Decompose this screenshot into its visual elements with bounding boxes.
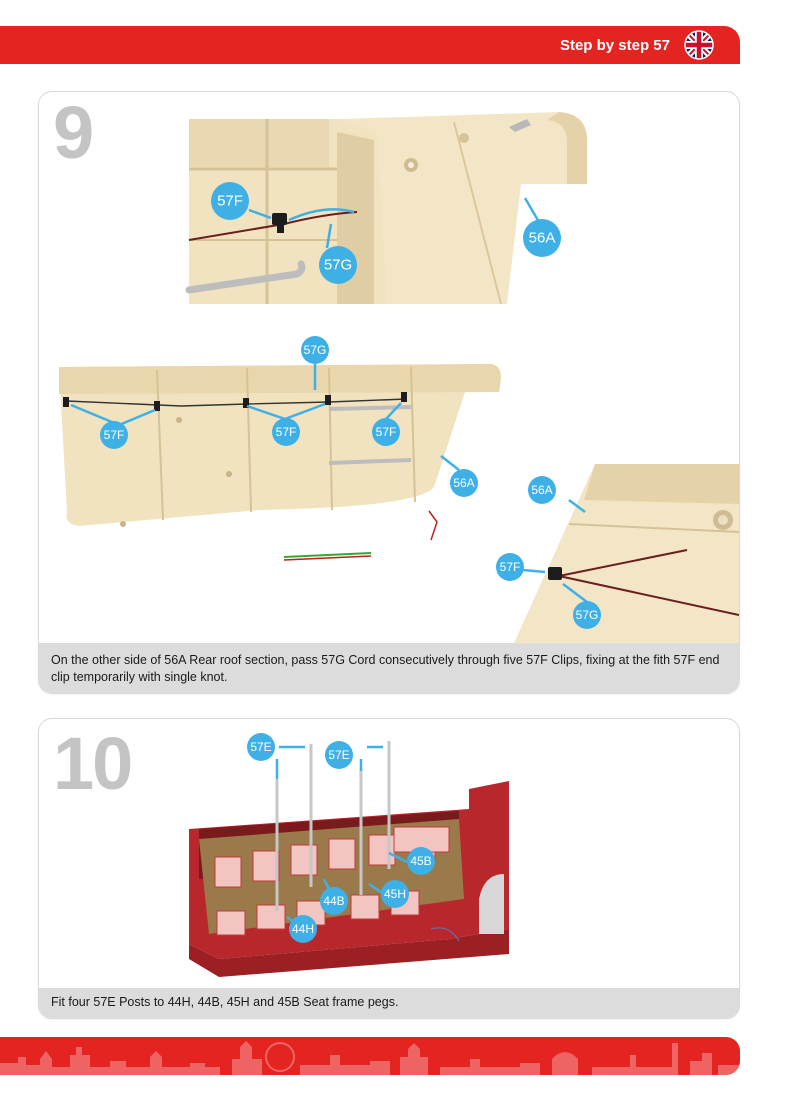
callout-56a-top xyxy=(523,219,561,257)
svg-text:57F: 57F xyxy=(375,425,397,439)
header-bar xyxy=(0,26,740,64)
svg-text:57F: 57F xyxy=(499,560,521,574)
page-title: Step by step 57 xyxy=(559,36,670,54)
london-skyline-icon xyxy=(0,1037,740,1075)
callout-44b xyxy=(320,887,348,915)
step-10-panel xyxy=(38,718,740,1019)
svg-text:57G: 57G xyxy=(575,608,599,622)
callout-57f-top xyxy=(211,182,249,220)
svg-text:56A: 56A xyxy=(453,476,475,490)
callout-57g-bottom xyxy=(573,601,601,629)
callout-44h xyxy=(289,915,317,943)
svg-text:57F: 57F xyxy=(103,428,125,442)
callout-57e-right xyxy=(325,741,353,769)
step-number: 9 xyxy=(53,91,93,174)
callout-57f-bottom xyxy=(496,553,524,581)
svg-text:44B: 44B xyxy=(323,894,345,908)
callout-57f-middle-1 xyxy=(100,421,128,449)
roof-closeup-top xyxy=(189,112,587,304)
callout-45h xyxy=(381,880,409,908)
roof-section-middle xyxy=(59,364,501,560)
svg-text:57G: 57G xyxy=(303,343,327,357)
bus-body-model xyxy=(189,781,509,977)
callout-56a-middle xyxy=(450,469,478,497)
svg-text:45H: 45H xyxy=(383,887,407,901)
callout-57g-middle xyxy=(301,336,329,364)
uk-flag-icon xyxy=(684,30,714,60)
svg-text:57F: 57F xyxy=(275,425,297,439)
callout-45b xyxy=(407,847,435,875)
svg-text:57F: 57F xyxy=(217,192,243,210)
step-caption: Fit four 57E Posts to 44H, 44B, 45H and 45B Seat frame pegs. xyxy=(39,988,739,1018)
svg-text:45B: 45B xyxy=(410,854,432,868)
svg-text:44H: 44H xyxy=(291,922,315,936)
svg-text:57G: 57G xyxy=(323,256,353,274)
svg-text:57E: 57E xyxy=(250,740,272,754)
callout-57g-top xyxy=(319,246,357,284)
svg-text:56A: 56A xyxy=(531,483,553,497)
step-number: 10 xyxy=(53,722,132,805)
callout-56a-bottom xyxy=(528,476,556,504)
step-caption: On the other side of 56A Rear roof section, pass 57G Cord consecutively through five 57F Clips, fixing at the fith 57F end clip temporarily with single knot. xyxy=(39,643,739,693)
step-9-illustration xyxy=(39,92,739,643)
svg-text:57E: 57E xyxy=(328,748,350,762)
callout-57e-left xyxy=(247,733,275,761)
step-10-illustration xyxy=(39,719,739,988)
step-9-panel xyxy=(38,91,740,694)
footer-bar xyxy=(0,1037,740,1075)
callout-57f-middle-2 xyxy=(272,418,300,446)
callout-57f-middle-3 xyxy=(372,418,400,446)
svg-text:56A: 56A xyxy=(528,229,556,247)
